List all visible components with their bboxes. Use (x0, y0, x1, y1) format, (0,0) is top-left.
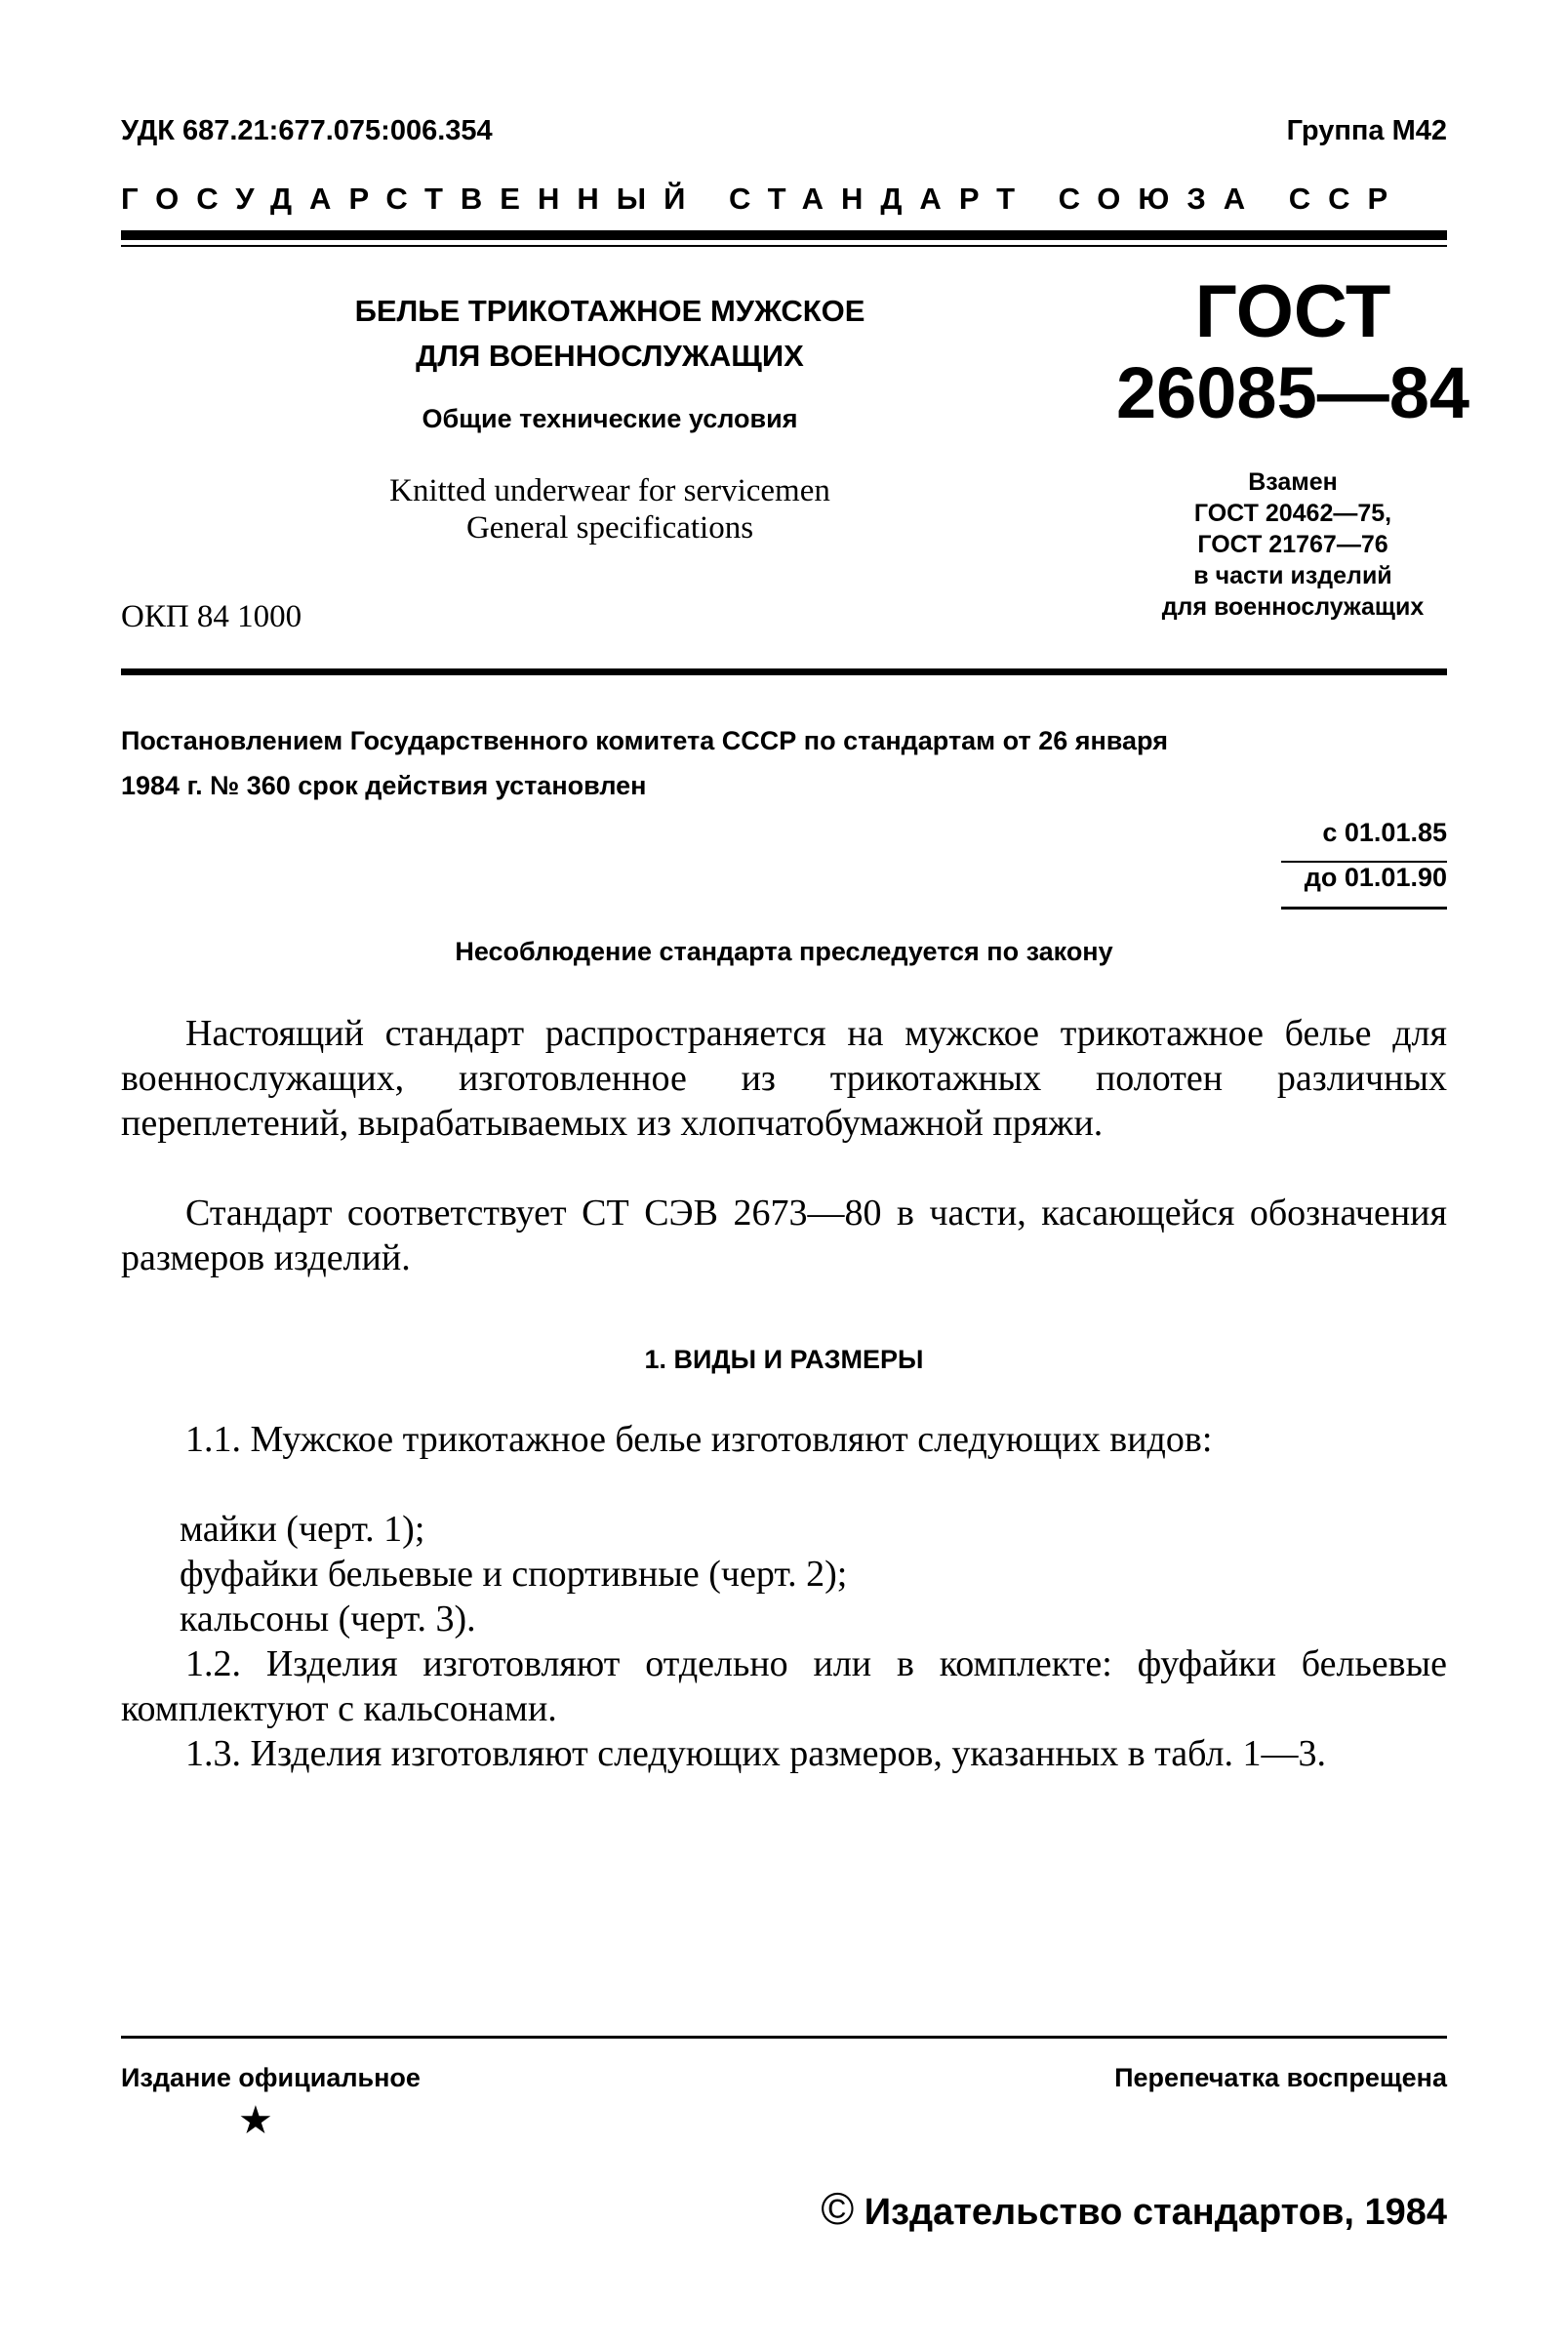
list-item: фуфайки бельевые и спортивные (черт. 2); (180, 1554, 848, 1595)
validity-underline-bottom (1281, 907, 1447, 910)
decree-line2: 1984 г. № 360 срок действия установлен (121, 771, 647, 800)
header-rule-thin (121, 245, 1447, 247)
replaces-line: ГОСТ 21767—76 (1197, 531, 1388, 558)
reprint-prohibited: Перепечатка воспрещена (1114, 2063, 1447, 2092)
official-edition: Издание официальное (121, 2063, 421, 2092)
decree-text (121, 718, 1447, 808)
replaces-block (1083, 466, 1503, 623)
title-ru-line1: БЕЛЬЕ ТРИКОТАЖНОЕ МУЖСКОЕ (354, 294, 865, 328)
clause-1-3: 1.3. Изделия изготовляют следующих размеров, указанных в табл. 1—3. (185, 1733, 1326, 1774)
replaces-line: Взамен (1248, 468, 1338, 496)
gost-number: 26085—84 (1115, 352, 1470, 433)
state-standard-banner: ГОСУДАРСТВЕННЫЙ СТАНДАРТ СОЮЗА ССР (121, 182, 1406, 216)
decree-line1: Постановлением Государственного комитета СССР по стандартам от 26 января (121, 726, 1168, 755)
subtitle-ru: Общие технические условия (422, 404, 798, 433)
title-en-line1: Knitted underwear for servicemen (389, 473, 830, 508)
header-rule-thick (121, 230, 1447, 240)
list-item: кальсоны (черт. 3). (180, 1598, 476, 1639)
udk-code: УДК 687.21:677.075:006.354 (121, 115, 493, 146)
okp-code: ОКП 84 1000 (121, 599, 302, 634)
list-item: майки (черт. 1); (180, 1509, 425, 1550)
title-block-rule (121, 668, 1447, 675)
group-code: Группа М42 (1286, 115, 1447, 146)
valid-from: с 01.01.85 (1322, 818, 1447, 847)
noncompliance-notice: Несоблюдение стандарта преследуется по закону (455, 937, 1113, 966)
replaces-line: ГОСТ 20462—75, (1193, 500, 1392, 527)
footer-rule (121, 2036, 1447, 2039)
gost-label: ГОСТ (1194, 270, 1391, 353)
validity-underline (1281, 861, 1447, 863)
replaces-line: в части изделий (1193, 562, 1392, 589)
title-en (312, 472, 907, 546)
clause-1-1: 1.1. Мужское трикотажное белье изготовляют следующих видов: (185, 1419, 1213, 1460)
clause-1-2: 1.2. Изделия изготовляют отдельно или в комплекте: фуфайки бельевые комплектуют с кальсонами. (121, 1643, 1447, 1729)
intro-paragraph-1: Настоящий стандарт распространяется на мужское трикотажное белье для военнослужащих, изготовленное из трикотажных полотен различных переплетений, вырабатываемых из хлопчатобумажной пряжи. (121, 1013, 1447, 1144)
replaces-line: для военнослужащих (1161, 593, 1425, 621)
title-ru-line2: ДЛЯ ВОЕННОСЛУЖАЩИХ (416, 339, 804, 373)
title-en-line2: General specifications (465, 510, 754, 546)
intro-paragraph-2: Стандарт соответствует СТ СЭВ 2673—80 в части, касающейся обозначения размеров изделий. (121, 1193, 1447, 1278)
title-ru (312, 289, 907, 379)
publisher-name: Издательство стандартов, 1984 (864, 2192, 1447, 2233)
star-icon: ★ (238, 2099, 273, 2142)
publisher-line (821, 2182, 1447, 2235)
section-heading: 1. ВИДЫ И РАЗМЕРЫ (644, 1345, 924, 1374)
copyright-icon: © (821, 2183, 855, 2234)
validity-period (1232, 810, 1447, 900)
valid-to: до 01.01.90 (1304, 863, 1447, 892)
